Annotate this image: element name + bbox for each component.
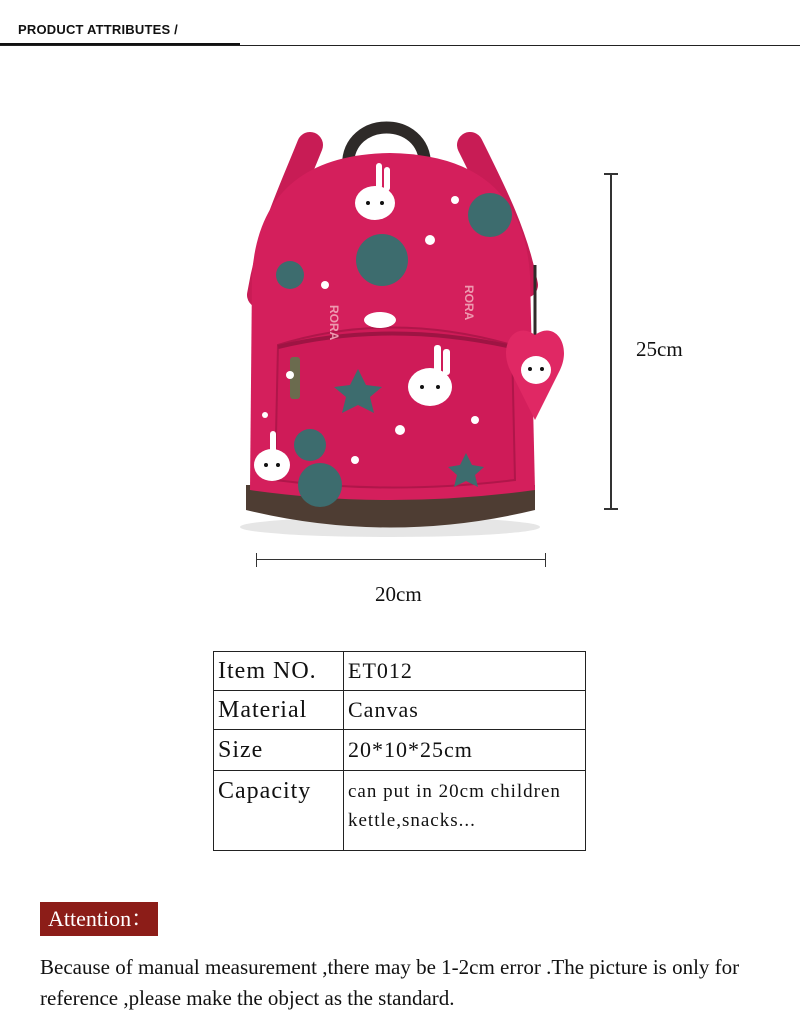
svg-text:RORA: RORA bbox=[462, 285, 476, 321]
attr-value-line: kettle,snacks... bbox=[348, 810, 476, 831]
height-dimension-line bbox=[603, 173, 619, 510]
table-row bbox=[214, 691, 586, 730]
attr-value: ET012 bbox=[344, 652, 586, 691]
backpack-image bbox=[230, 105, 590, 545]
attention-note: Because of manual measurement ,there may be 1-2cm error .The picture is only for reference ,please make the object as the standard. bbox=[40, 955, 740, 1010]
header-divider bbox=[0, 45, 800, 46]
attention-badge: Attention： bbox=[40, 902, 158, 936]
attr-value-line: can put in 20cm children bbox=[348, 781, 561, 802]
attr-key: Item NO. bbox=[214, 652, 344, 691]
attr-value: Canvas bbox=[344, 691, 586, 730]
width-dimension-line bbox=[256, 553, 546, 567]
svg-text:RORA: RORA bbox=[327, 305, 341, 341]
height-label: 25cm bbox=[636, 337, 683, 361]
table-row bbox=[214, 771, 586, 851]
attr-key: Size bbox=[214, 730, 344, 771]
attr-value: 20*10*25cm bbox=[344, 730, 586, 771]
attr-key: Capacity bbox=[214, 771, 344, 851]
section-title: PRODUCT ATTRIBUTES / bbox=[18, 22, 178, 37]
table-row bbox=[214, 652, 586, 691]
table-row bbox=[214, 730, 586, 771]
attr-key: Material bbox=[214, 691, 344, 730]
attributes-table bbox=[213, 651, 586, 851]
attr-value bbox=[344, 771, 586, 851]
width-label: 20cm bbox=[375, 582, 422, 606]
